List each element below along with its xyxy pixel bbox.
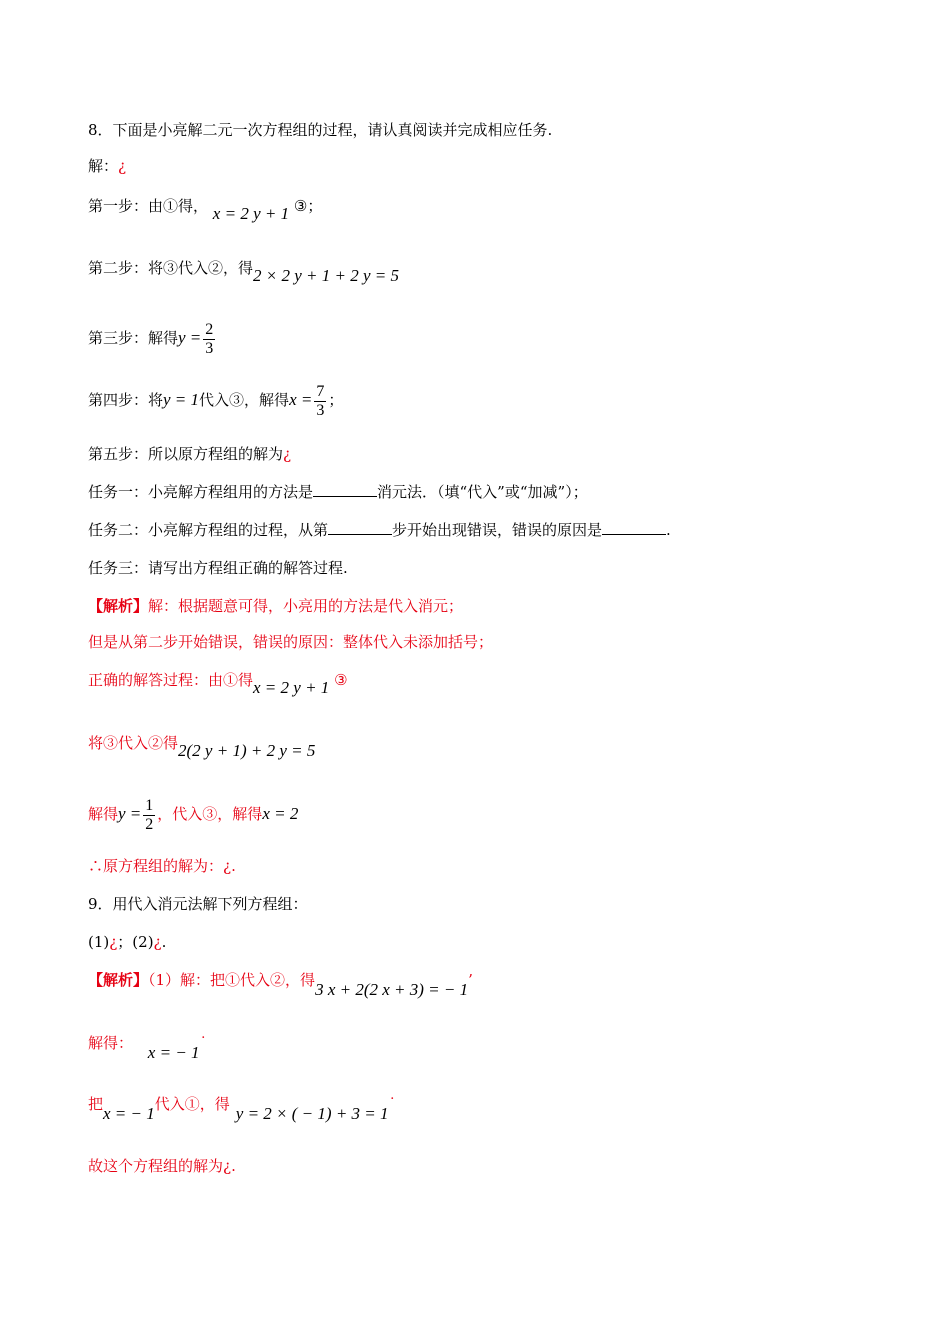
analysis-tag: 【解析】	[88, 971, 149, 989]
analysis-tag: 【解析】	[88, 597, 149, 615]
step4-fraction: $\frac{7}{3}$	[316, 382, 325, 419]
q8-answer-line4: 将③代入②得2(2 y + 1) + 2 y = 5	[88, 734, 316, 760]
placeholder-glyph: ¿	[283, 445, 292, 463]
q9-subquestions: (1)¿；(2)¿.	[88, 933, 167, 951]
placeholder-glyph: ¿	[109, 933, 118, 951]
q8-step4: 第四步：将y = 1代入③，解得x = $\frac{7}{3}$ ；	[88, 382, 344, 419]
q9-answer-line3: 把x = − 1代入①，得 y = 2 × ( − 1) + 3 = 1˙	[88, 1095, 397, 1123]
step3-fraction: $\frac{2}{3}$	[205, 320, 214, 357]
q9-answer-line1: 【解析】（1）解：把①代入②，得3 x + 2(2 x + 3) = − 1’	[88, 971, 473, 999]
q8-answer-line2: 但是从第二步开始错误，错误的原因：整体代入未添加括号；	[88, 633, 494, 651]
answer-blank	[328, 520, 392, 535]
answer-fraction: $\frac{1}{2}$	[145, 796, 154, 833]
placeholder-glyph: ¿	[223, 1157, 232, 1175]
q8-answer-line5: 解得y = $\frac{1}{2}$ ，代入③，解得x = 2	[88, 796, 299, 833]
q8-task1: 任务一：小亮解方程组用的方法是 消元法．（填“代入”或“加减”）；	[88, 483, 588, 501]
step2-equation: 2 × 2 y + 1 + 2 y = 5	[253, 266, 399, 285]
q8-answer-line6: ∴原方程组的解为：¿.	[88, 857, 236, 875]
q9-answer-line2: 解得： x = − 1˙	[88, 1034, 208, 1062]
q8-step5: 第五步：所以原方程组的解为¿	[88, 445, 292, 463]
placeholder-glyph: ¿	[223, 857, 232, 875]
placeholder-glyph: ¿	[118, 157, 127, 175]
q9-answer-line4: 故这个方程组的解为¿.	[88, 1157, 236, 1175]
q8-answer-line3: 正确的解答过程：由①得x = 2 y + 1 ③	[88, 671, 348, 697]
answer-blank	[313, 482, 377, 497]
placeholder-glyph: ¿	[153, 933, 162, 951]
q8-task3: 任务三：请写出方程组正确的解答过程.	[88, 559, 348, 577]
answer-blank	[602, 520, 666, 535]
q8-solution-start: 解：¿	[88, 157, 127, 175]
step1-equation: x = 2 y + 1	[212, 204, 290, 223]
q8-step3: 第三步：解得y = $\frac{2}{3}$	[88, 320, 214, 357]
q8-title: 8．下面是小亮解二元一次方程组的过程，请认真阅读并完成相应任务.	[88, 121, 553, 139]
q8-step2: 第二步：将③代入②，得2 × 2 y + 1 + 2 y = 5	[88, 259, 399, 285]
q8-step1: 第一步：由①得， x = 2 y + 1 ③；	[88, 197, 323, 223]
q9-title: 9．用代入消元法解下列方程组：	[88, 895, 308, 913]
q8-answer-line1: 【解析】解：根据题意可得，小亮用的方法是代入消元；	[88, 597, 464, 615]
q8-task2: 任务二：小亮解方程组的过程，从第 步开始出现错误，错误的原因是 .	[88, 521, 671, 539]
